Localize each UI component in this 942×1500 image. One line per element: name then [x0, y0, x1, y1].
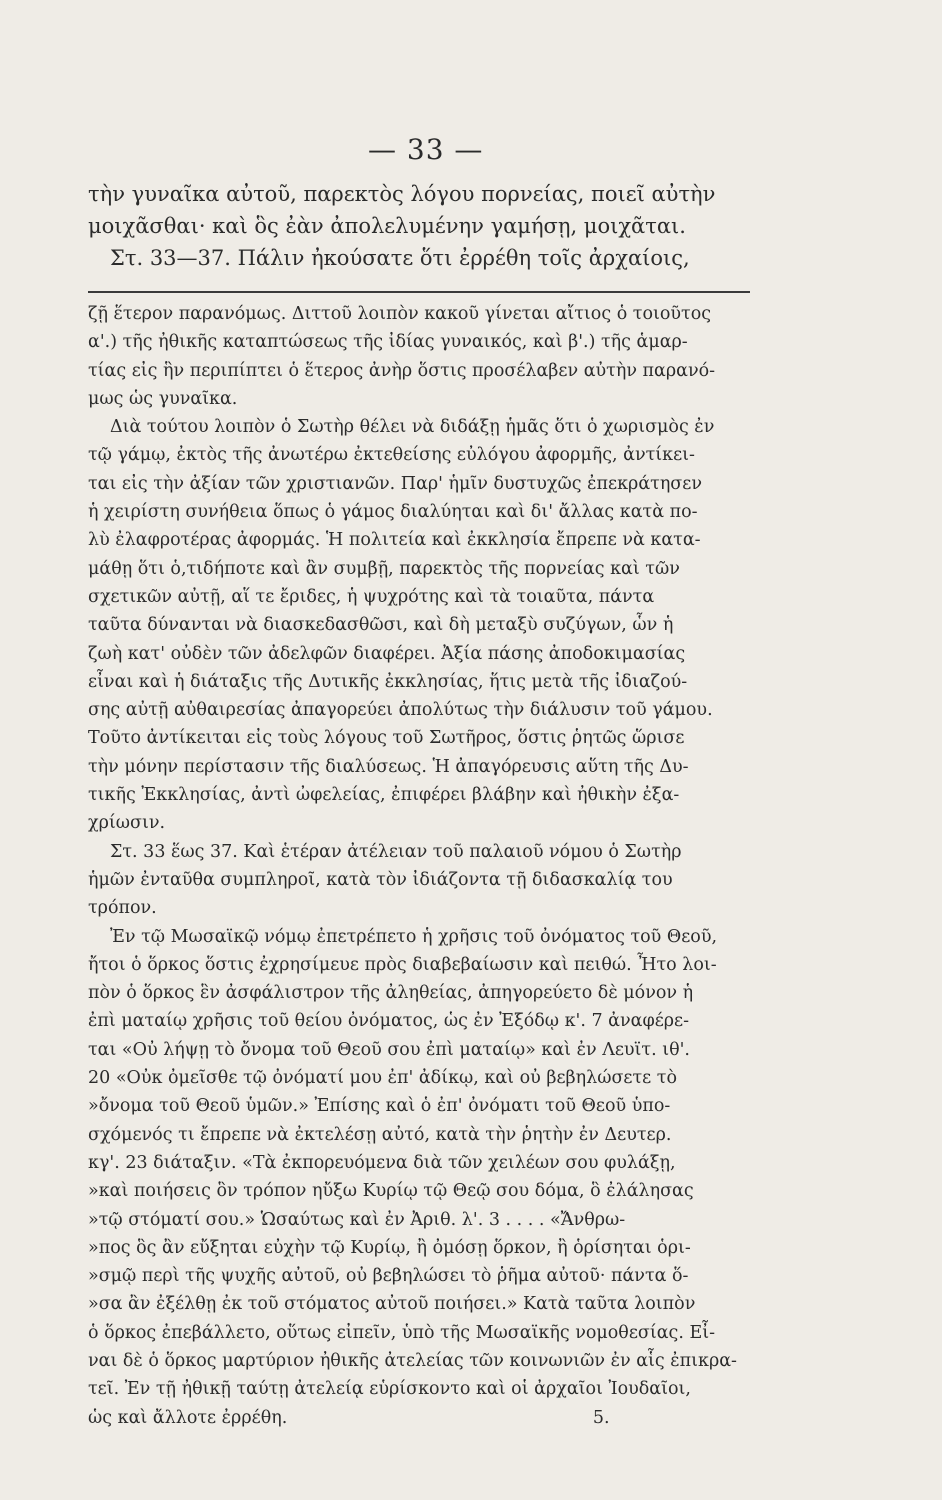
commentary-line: τὴν μόνην περίστασιν τῆς διαλύσεως. Ἡ ἀπαγόρευσις αὕτη τῆς Δυ-	[88, 756, 689, 777]
commentary-line: ται «Οὐ λήψῃ τὸ ὄνομα τοῦ Θεοῦ σου ἐπὶ ματαίῳ» καὶ ἐν Λευϊτ. ιθ'.	[88, 1039, 690, 1060]
commentary-line: σχόμενός τι ἔπρεπε νὰ ἐκτελέσῃ αὐτό, κατὰ τὴν ῥητὴν ἐν Δευτερ.	[88, 1124, 672, 1145]
scripture-text	[88, 178, 748, 274]
commentary-line: ζωὴ κατ' οὐδὲν τῶν ἀδελφῶν διαφέρει. Ἀξία πάσης ἀποδοκιμασίας	[88, 643, 686, 664]
commentary-line: 20 «Οὐκ ὀμεῖσθε τῷ ὀνόματί μου ἐπ' ἀδίκῳ, καὶ οὐ βεβηλώσετε τὸ	[88, 1068, 678, 1089]
commentary-line: ἐπὶ ματαίῳ χρῆσις τοῦ θείου ὀνόματος, ὡς ἐν Ἐξόδῳ κ'. 7 ἀναφέρε-	[88, 1011, 690, 1032]
commentary-line: σχετικῶν αὐτῇ, αἵ τε ἔριδες, ἡ ψυχρότης καὶ τὰ τοιαῦτα, πάντα	[88, 586, 655, 607]
commentary-line: »ὄνομα τοῦ Θεοῦ ὑμῶν.» Ἐπίσης καὶ ὁ ἐπ' ὀνόματι τοῦ Θεοῦ ὑπο-	[88, 1096, 671, 1117]
commentary-line: Τοῦτο ἀντίκειται εἰς τοὺς λόγους τοῦ Σωτῆρος, ὅστις ῥητῶς ὥρισε	[88, 728, 685, 749]
commentary-line: ἡμῶν ἐνταῦθα συμπληροῖ, κατὰ τὸν ἰδιάζοντα τῇ διδασκαλίᾳ του	[88, 869, 673, 890]
scripture-line: Στ. 33—37. Πάλιν ἠκούσατε ὅτι ἐρρέθη τοῖς ἀρχαίοις,	[110, 246, 690, 270]
signature-mark: 5.	[592, 1407, 610, 1428]
commentary-line: »καὶ ποιήσεις ὃν τρόπον ηὔξω Κυρίῳ τῷ Θεῷ σου δόμα, ὃ ἐλάλησας	[88, 1181, 694, 1202]
commentary-line: ναι δὲ ὁ ὅρκος μαρτύριον ἠθικῆς ἀτελείας τῶν κοινωνιῶν ἐν αἷς ἐπικρα-	[88, 1350, 737, 1371]
scripture-line: τὴν γυναῖκα αὐτοῦ, παρεκτὸς λόγου πορνείας, ποιεῖ αὐτὴν	[88, 182, 716, 206]
commentary-line: μως ὡς γυναῖκα.	[88, 388, 238, 409]
commentary-line: τῷ γάμῳ, ἐκτὸς τῆς ἀνωτέρω ἐκτεθείσης εὐλόγου ἀφορμῆς, ἀντίκει-	[88, 445, 695, 466]
commentary-line: κγ'. 23 διάταξιν. «Τὰ ἐκπορευόμενα διὰ τῶν χειλέων σου φυλάξῃ,	[88, 1152, 676, 1173]
commentary-line	[88, 1404, 753, 1432]
commentary-line: »πος ὃς ἂν εὔξηται εὐχὴν τῷ Κυρίῳ, ἢ ὀμόσῃ ὅρκον, ἢ ὁρίσηται ὁρι-	[88, 1237, 691, 1258]
commentary-text	[88, 300, 753, 1432]
commentary-line: τρόπον.	[88, 898, 157, 919]
commentary-line: ἡ χειρίστη συνήθεια ὅπως ὁ γάμος διαλύηται καὶ δι' ἄλλας κατὰ πο-	[88, 502, 698, 523]
scripture-line: μοιχᾶσθαι· καὶ ὃς ἐὰν ἀπολελυμένην γαμήσῃ, μοιχᾶται.	[88, 214, 686, 238]
commentary-line: λὺ ἐλαφροτέρας ἀφορμάς. Ἡ πολιτεία καὶ ἐκκλησία ἔπρεπε νὰ κατα-	[88, 530, 701, 551]
commentary-line: Διὰ τούτου λοιπὸν ὁ Σωτὴρ θέλει νὰ διδάξῃ ἡμᾶς ὅτι ὁ χωρισμὸς ἐν	[110, 417, 715, 438]
commentary-line: ἤτοι ὁ ὅρκος ὅστις ἐχρησίμευε πρὸς διαβεβαίωσιν καὶ πειθώ. Ἦτο λοι-	[88, 954, 717, 975]
commentary-line: εἶναι καὶ ἡ διάταξις τῆς Δυτικῆς ἐκκλησίας, ἥτις μετὰ τῆς ἰδιαζού-	[88, 671, 688, 692]
commentary-line: »τῷ στόματί σου.» Ὡσαύτως καὶ ἐν Ἀριθ. λ'. 3 . . . . «Ἄνθρω-	[88, 1209, 626, 1230]
commentary-line: χρίωσιν.	[88, 813, 166, 834]
commentary-line: ζῇ ἕτερον παρανόμως. Διττοῦ λοιπὸν κακοῦ γίνεται αἴτιος ὁ τοιοῦτος	[88, 304, 712, 324]
section-divider	[88, 291, 750, 293]
commentary-line: »σα ἂν ἐξέλθῃ ἐκ τοῦ στόματος αὐτοῦ ποιήσει.» Κατὰ ταῦτα λοιπὸν	[88, 1294, 696, 1315]
commentary-line: α'.) τῆς ἠθικῆς καταπτώσεως τῆς ἰδίας γυναικός, καὶ β'.) τῆς ἁμαρ-	[88, 332, 688, 353]
commentary-line: τίας εἰς ἣν περιπίπτει ὁ ἕτερος ἀνὴρ ὅστις προσέλαβεν αὐτὴν παρανό-	[88, 360, 716, 381]
commentary-line: »σμῷ περὶ τῆς ψυχῆς αὐτοῦ, οὐ βεβηλώσει τὸ ῥῆμα αὐτοῦ· πάντα ὅ-	[88, 1266, 689, 1287]
commentary-line: Ἐν τῷ Μωσαϊκῷ νόμῳ ἐπετρέπετο ἡ χρῆσις τοῦ ὀνόματος τοῦ Θεοῦ,	[110, 926, 718, 947]
commentary-last-line: ὡς καὶ ἄλλοτε ἐρρέθη.	[88, 1407, 288, 1428]
commentary-line: τικῆς Ἐκκλησίας, ἀντὶ ὠφελείας, ἐπιφέρει βλάβην καὶ ἠθικὴν ἐξα-	[88, 785, 680, 806]
page-number: — 33 —	[368, 133, 484, 166]
commentary-line: ταῦτα δύνανται νὰ διασκεδασθῶσι, καὶ δὴ μεταξὺ συζύγων, ὧν ἡ	[88, 615, 674, 636]
commentary-line: σης αὐτῇ αὐθαιρεσίας ἀπαγορεύει ἀπολύτως τὴν διάλυσιν τοῦ γάμου.	[88, 700, 713, 721]
commentary-line: πὸν ὁ ὅρκος ἓν ἀσφάλιστρον τῆς ἀληθείας, ἀπηγορεύετο δὲ μόνον ἡ	[88, 983, 694, 1004]
commentary-line: Στ. 33 ἕως 37. Καὶ ἑτέραν ἀτέλειαν τοῦ παλαιοῦ νόμου ὁ Σωτὴρ	[110, 841, 682, 862]
commentary-line: μάθῃ ὅτι ὁ,τιδήποτε καὶ ἂν συμβῇ, παρεκτὸς τῆς πορνείας καὶ τῶν	[88, 558, 680, 579]
commentary-line: ὁ ὅρκος ἐπεβάλλετο, οὕτως εἰπεῖν, ὑπὸ τῆς Μωσαϊκῆς νομοθεσίας. Εἶ-	[88, 1322, 716, 1343]
commentary-line: τεῖ. Ἐν τῇ ἠθικῇ ταύτῃ ἀτελείᾳ εὑρίσκοντο καὶ οἱ ἀρχαῖοι Ἰουδαῖοι,	[88, 1379, 691, 1400]
commentary-line: ται εἰς τὴν ἀξίαν τῶν χριστιανῶν. Παρ' ἡμῖν δυστυχῶς ἐπεκράτησεν	[88, 473, 702, 494]
